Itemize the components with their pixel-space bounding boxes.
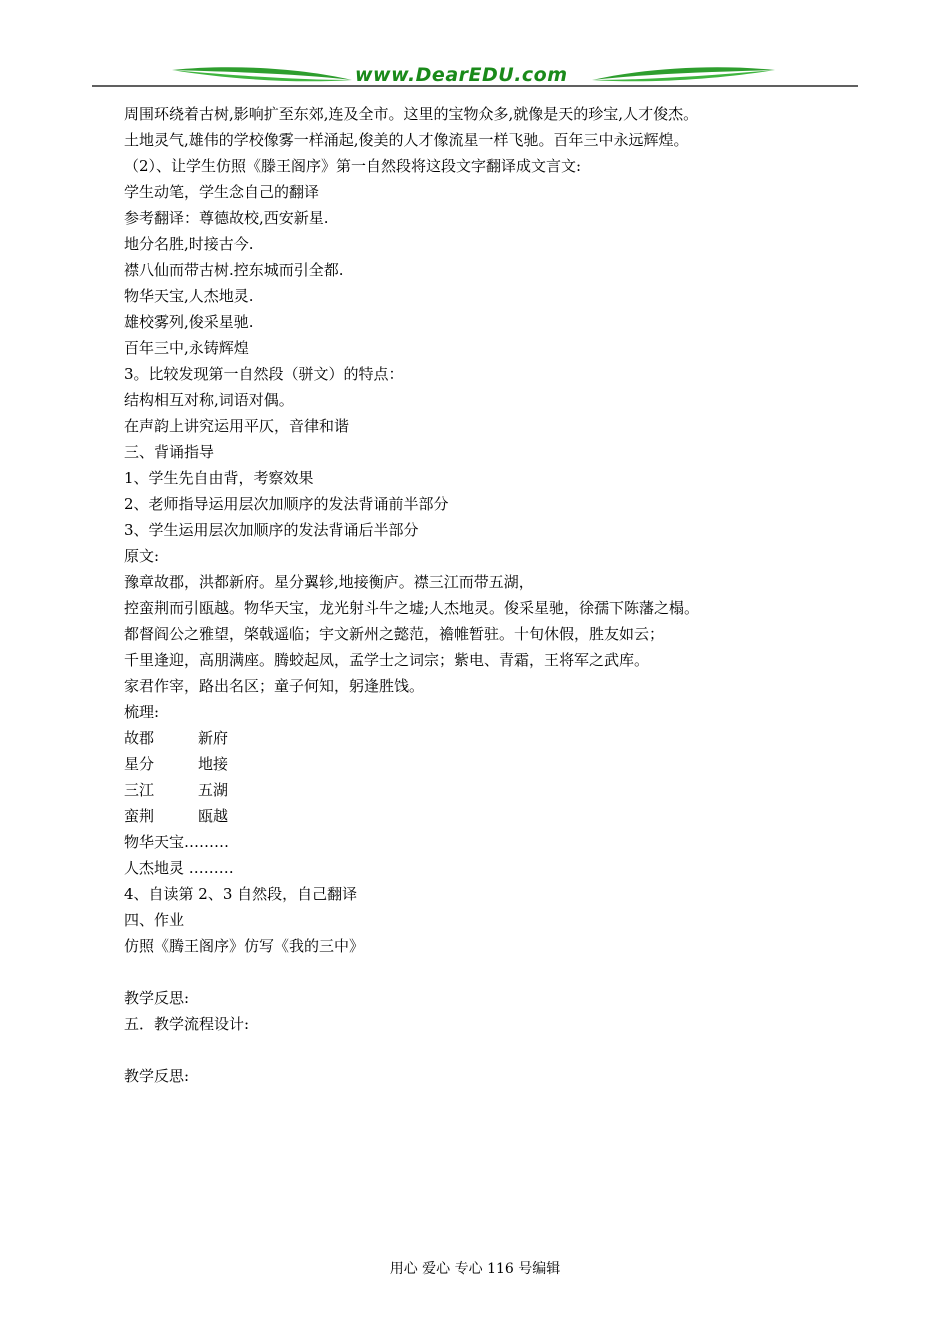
text-line: 梳理: <box>124 703 160 721</box>
text-line: 周围环绕着古树,影响扩至东郊,连及全市。这里的宝物众多,就像是天的珍宝,人才俊杰。 <box>124 105 699 123</box>
blank-line <box>124 959 844 985</box>
text-line: 3。比较发现第一自然段（骈文）的特点： <box>124 365 404 383</box>
pair-left: 三江 <box>124 781 155 799</box>
text-line: 仿照《腾王阁序》仿写《我的三中》 <box>124 937 365 955</box>
text-line: 原文: <box>124 547 160 565</box>
text-line: 1、学生先自由背，考察效果 <box>124 469 314 487</box>
text-line: 参考翻译：尊德故校,西安新星. <box>124 209 329 227</box>
pair-right: 五湖 <box>198 781 229 799</box>
text-line: 物华天宝,人杰地灵. <box>124 287 254 305</box>
pair-left: 蛮荆 <box>124 807 155 825</box>
pair-right: 新府 <box>198 729 229 747</box>
text-line: 土地灵气,雄伟的学校像雾一样涌起,俊美的人才像流星一样飞驰。百年三中永远辉煌。 <box>124 131 689 149</box>
text-line: （2）、让学生仿照《滕王阁序》第一自然段将这段文字翻译成文言文: <box>124 157 582 175</box>
page-footer: 用心 爱心 专心 116 号编辑 <box>389 1261 561 1277</box>
text-line: 教学反思: <box>124 1067 190 1085</box>
text-line: 2、老师指导运用层次加顺序的发法背诵前半部分 <box>124 495 449 513</box>
blank-line <box>124 1037 844 1063</box>
text-line: 家君作宰，路出名区；童子何知，躬逢胜饯。 <box>124 677 425 695</box>
pair-row <box>124 777 844 803</box>
document-body <box>124 101 844 1089</box>
pair-row <box>124 751 844 777</box>
section-heading: 三、背诵指导 <box>124 443 215 461</box>
text-line: 地分名胜,时接古今. <box>124 235 254 253</box>
text-line: 都督阎公之雅望，棨戟遥临；宇文新州之懿范，襜帷暂驻。十旬休假，胜友如云； <box>124 625 665 643</box>
pair-left: 故郡 <box>124 729 155 747</box>
text-line: 结构相互对称,词语对偶。 <box>124 391 294 409</box>
text-line: 人杰地灵 ……… <box>124 859 234 877</box>
text-line: 学生动笔，学生念自己的翻译 <box>124 183 320 201</box>
pair-left: 星分 <box>124 755 155 773</box>
text-line: 千里逢迎，高朋满座。腾蛟起凤，孟学士之词宗；紫电、青霜，王将军之武库。 <box>124 651 650 669</box>
text-line: 豫章故郡，洪都新府。星分翼轸,地接衡庐。襟三江而带五湖， <box>124 573 534 591</box>
text-line: 在声韵上讲究运用平仄，音律和谐 <box>124 417 350 435</box>
text-line: 襟八仙而带古树.控东城而引全都. <box>124 261 344 279</box>
text-line: 教学反思: <box>124 989 190 1007</box>
text-line: 4、自读第 2、3 自然段，自己翻译 <box>124 885 358 903</box>
section-heading: 四、作业 <box>124 911 185 929</box>
section-heading: 五．教学流程设计: <box>124 1015 250 1033</box>
site-logo-text: www.DearEDU.com <box>355 64 568 86</box>
text-line: 雄校雾列,俊采星驰. <box>124 313 254 331</box>
text-line: 百年三中,永铸辉煌 <box>124 339 249 357</box>
text-line: 物华天宝……… <box>124 833 230 851</box>
pair-row <box>124 725 844 751</box>
text-line: 控蛮荆而引瓯越。物华天宝，龙光射斗牛之墟;人杰地灵。俊采星驰，徐孺下陈藩之榻。 <box>124 599 700 617</box>
pair-row <box>124 803 844 829</box>
text-line: 3、学生运用层次加顺序的发法背诵后半部分 <box>124 521 419 539</box>
pair-right: 瓯越 <box>198 807 229 825</box>
pair-right: 地接 <box>198 755 229 773</box>
